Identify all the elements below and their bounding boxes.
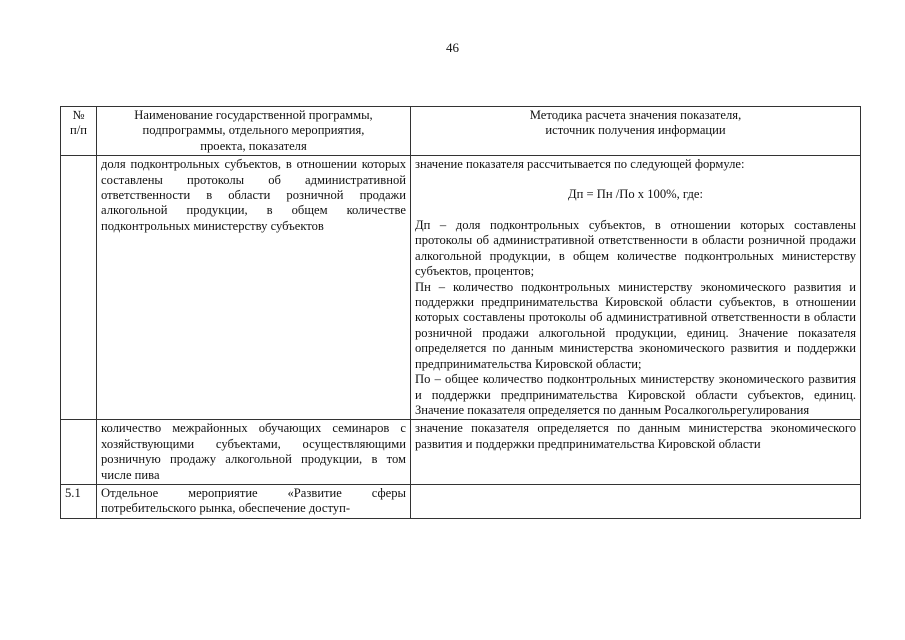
indicator-name-cell: Отдельное мероприятие «Развитие сферы потребительского рынка, обеспечение доступ-: [97, 484, 411, 518]
definition-pn: Пн – количество подконтрольных министерству экономического развития и поддержки предпринимательства Кировской области субъектов, в отношении которых составлены протоколы об административной ответственности в области розничной продажи алкогольной продукции, единиц. Значение показателя определяется по данным министерства экономического развития и поддержки предпринимательства Кировской области;: [415, 279, 856, 371]
header-method-line: источник получения информации: [545, 123, 726, 138]
indicator-name-cell: доля подконтрольных субъектов, в отношении которых составлены протоколы об административной ответственности в области розничной продажи алкогольной продукции, в общем количестве подконтрольных министерству субъектов: [97, 156, 411, 420]
table-row: [61, 420, 861, 485]
method-intro: значение показателя рассчитывается по следующей формуле:: [415, 157, 745, 172]
table-header-row: [61, 107, 861, 156]
header-name-line: проекта, показателя: [200, 138, 307, 153]
method-cell: [411, 484, 861, 518]
row-num-cell: 5.1: [61, 484, 97, 518]
header-name-line: подпрограммы, отдельного мероприятия,: [142, 123, 365, 138]
row-num-cell: [61, 420, 97, 485]
header-name: [97, 107, 411, 156]
indicator-name-cell: количество межрайонных обучающих семинаров с хозяйствующими субъектами, осуществляющими розничную продажу алкогольной продукции, в том числе пива: [97, 420, 411, 485]
definition-dp: Дп – доля подконтрольных субъектов, в отношении которых составлены протоколы об административной ответственности в области розничной продажи алкогольной продукции, в общем количестве подконтрольных министерству субъектов, процентов;: [415, 218, 856, 279]
definition-po: По – общее количество подконтрольных министерству экономического развития и поддержки предпринимательства Кировской области субъектов, единиц. Значение показателя определяется по данным Росалкогольрегулирования: [415, 372, 856, 417]
method-cell: [411, 156, 861, 420]
method-cell: значение показателя определяется по данным министерства экономического развития и поддержки предпринимательства Кировской области: [411, 420, 861, 485]
header-num-line: №: [72, 108, 85, 122]
table-row: [61, 156, 861, 420]
indicator-table: [60, 106, 861, 519]
row-num-cell: [61, 156, 97, 420]
header-name-line: Наименование государственной программы,: [134, 108, 373, 122]
header-num-line: п/п: [70, 123, 87, 138]
page-number: 46: [446, 40, 459, 55]
header-method: [411, 107, 861, 156]
formula: Дп = Пн /По х 100%, где:: [568, 186, 703, 201]
header-num: [61, 107, 97, 156]
header-method-line: Методика расчета значения показателя,: [529, 108, 742, 122]
table-row: [61, 484, 861, 518]
